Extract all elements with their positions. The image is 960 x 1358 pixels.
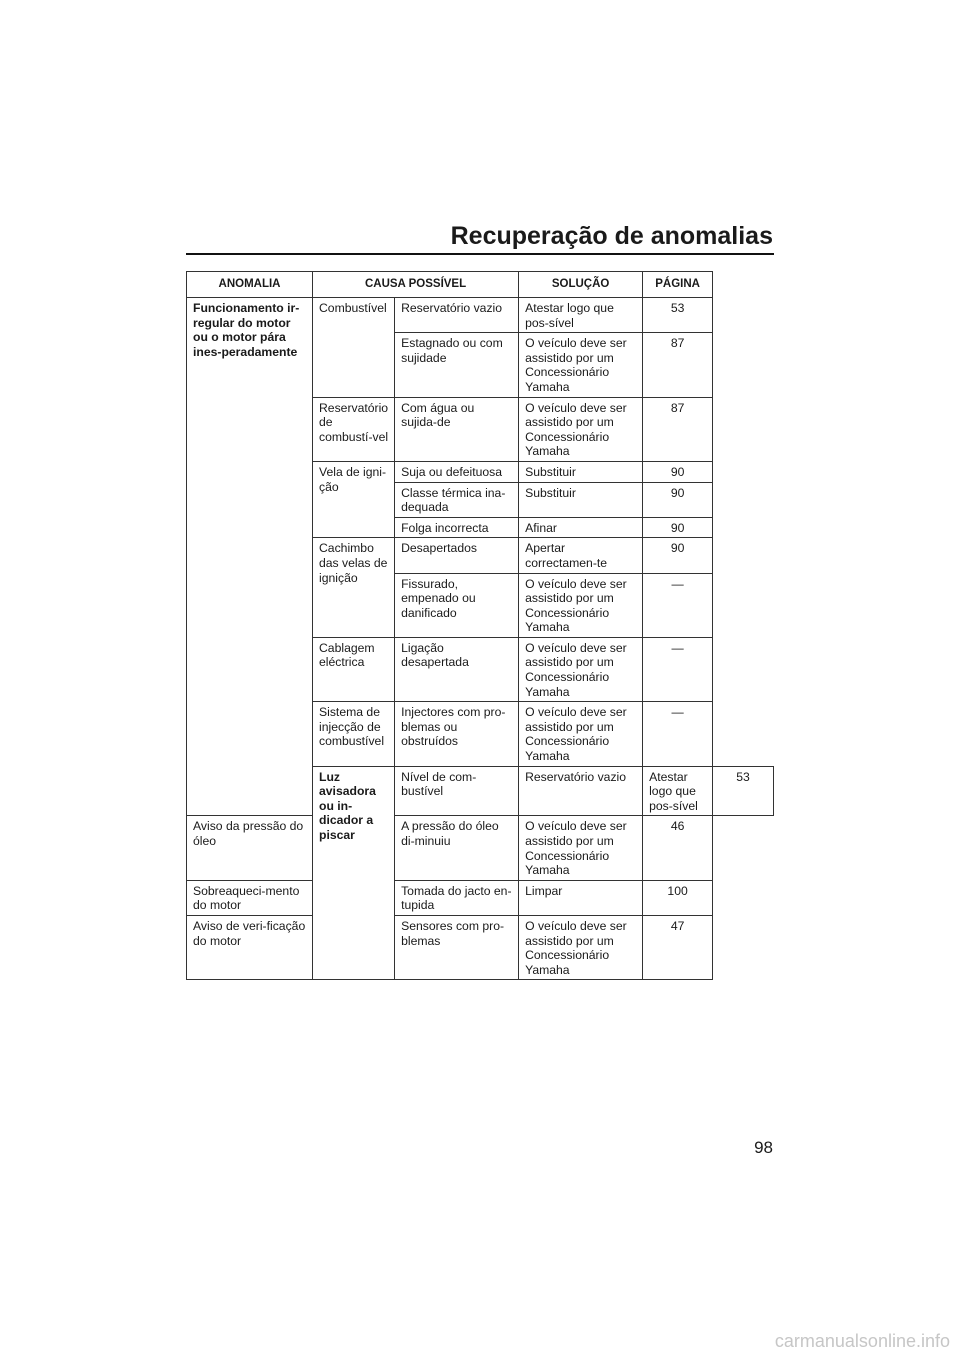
detail-cell: A pressão do óleo di-minuiu	[395, 816, 519, 880]
detail-cell: Fissurado, empenado ou danificado	[395, 573, 519, 637]
table-row	[187, 298, 774, 333]
page-number: 98	[754, 1138, 773, 1157]
page-ref-cell: 53	[643, 298, 713, 333]
header-page: PÁGINA	[643, 272, 713, 298]
cause-cell: Vela de igni-ção	[313, 461, 395, 537]
solution-cell: O veículo deve ser assistido por um Concessionário Yamaha	[519, 397, 643, 461]
page-ref-cell: —	[643, 702, 713, 766]
table-row	[187, 915, 774, 979]
header-anomaly: ANOMALIA	[187, 272, 313, 298]
solution-cell: Limpar	[519, 880, 643, 915]
troubleshooting-table	[186, 271, 774, 980]
detail-cell: Tomada do jacto en-tupida	[395, 880, 519, 915]
solution-cell: Atestar logo que pos-sível	[519, 298, 643, 333]
anomaly-cell: Luz avisadora ou in-dicador a piscar	[313, 766, 395, 980]
cause-cell: Nível de com-bustível	[395, 766, 519, 816]
detail-cell: Injectores com pro-blemas ou obstruídos	[395, 702, 519, 766]
header-solution: SOLUÇÃO	[519, 272, 643, 298]
detail-cell: Classe térmica ina-dequada	[395, 482, 519, 517]
page-ref-cell: 100	[643, 880, 713, 915]
solution-cell: O veículo deve ser assistido por um Concessionário Yamaha	[519, 333, 643, 397]
table-header-row	[187, 272, 774, 298]
table-row	[187, 880, 774, 915]
solution-cell: O veículo deve ser assistido por um Concessionário Yamaha	[519, 637, 643, 701]
cause-cell: Aviso da pressão do óleo	[187, 816, 313, 880]
table-row	[187, 816, 774, 880]
cause-cell: Sistema de injecção de combustível	[313, 702, 395, 766]
cause-cell: Combustível	[313, 298, 395, 398]
page-ref-cell: 87	[643, 333, 713, 397]
solution-cell: O veículo deve ser assistido por um Concessionário Yamaha	[519, 573, 643, 637]
title-rule	[186, 253, 774, 255]
header-cause: CAUSA POSSÍVEL	[313, 272, 519, 298]
cause-cell: Reservatório de combustí-vel	[313, 397, 395, 461]
page-ref-cell: 47	[643, 915, 713, 979]
page-ref-cell: 46	[643, 816, 713, 880]
page-ref-cell: —	[643, 637, 713, 701]
detail-cell: Folga incorrecta	[395, 517, 519, 538]
page-ref-cell: 90	[643, 482, 713, 517]
detail-cell: Ligação desapertada	[395, 637, 519, 701]
page-ref-cell: —	[643, 573, 713, 637]
cause-cell: Sobreaqueci-mento do motor	[187, 880, 313, 915]
detail-cell: Reservatório vazio	[519, 766, 643, 816]
page-ref-cell: 90	[643, 461, 713, 482]
detail-cell: Estagnado ou com sujidade	[395, 333, 519, 397]
detail-cell: Reservatório vazio	[395, 298, 519, 333]
solution-cell: Atestar logo que pos-sível	[643, 766, 713, 816]
page-ref-cell: 90	[643, 517, 713, 538]
anomaly-cell: Funcionamento ir-regular do motor ou o motor pára ines-peradamente	[187, 298, 313, 816]
detail-cell: Sensores com pro-blemas	[395, 915, 519, 979]
solution-cell: Substituir	[519, 482, 643, 517]
footer-watermark: carmanualsonline.info	[774, 1331, 950, 1351]
solution-cell: O veículo deve ser assistido por um Concessionário Yamaha	[519, 915, 643, 979]
cause-cell: Cablagem eléctrica	[313, 637, 395, 701]
cause-cell: Aviso de veri-ficação do motor	[187, 915, 313, 979]
page-ref-cell: 53	[713, 766, 774, 816]
page-ref-cell: 90	[643, 538, 713, 573]
detail-cell: Desapertados	[395, 538, 519, 573]
solution-cell: O veículo deve ser assistido por um Concessionário Yamaha	[519, 816, 643, 880]
page-title: Recuperação de anomalias	[450, 222, 773, 250]
detail-cell: Com água ou sujida-de	[395, 397, 519, 461]
solution-cell: Substituir	[519, 461, 643, 482]
solution-cell: Afinar	[519, 517, 643, 538]
cause-cell: Cachimbo das velas de ignição	[313, 538, 395, 638]
detail-cell: Suja ou defeituosa	[395, 461, 519, 482]
table-body	[187, 298, 774, 980]
page-ref-cell: 87	[643, 397, 713, 461]
solution-cell: O veículo deve ser assistido por um Concessionário Yamaha	[519, 702, 643, 766]
solution-cell: Apertar correctamen-te	[519, 538, 643, 573]
